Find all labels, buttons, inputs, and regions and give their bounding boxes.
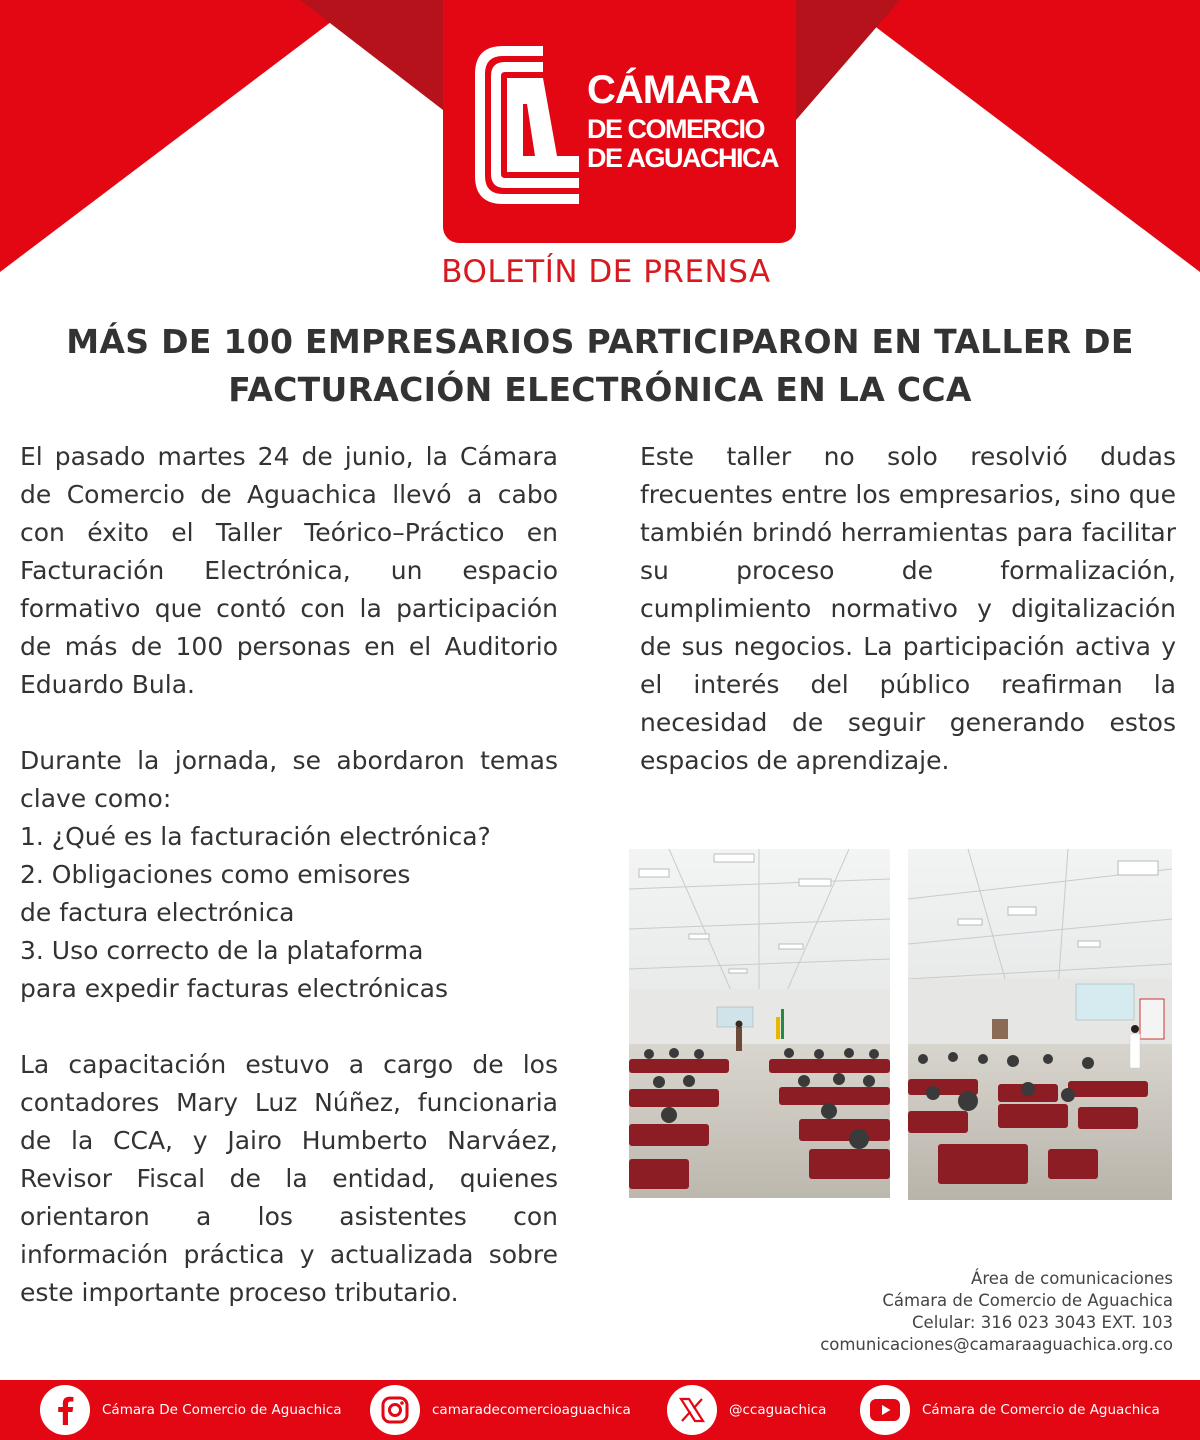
x-label: @ccaguachica — [729, 1402, 827, 1418]
brand-name-line3: DE AGUACHICA — [587, 143, 778, 173]
topic-item: de factura electrónica — [20, 898, 295, 927]
conclusion-paragraph: Este taller no solo resolvió dudas frecuentes entre los empresarios, sino que también brindó herramientas para facilitar su proceso de formalización, cumplimiento normativo y digitalización de sus negocios. La participación activa y el interés del público reafirman la necesidad de seguir generando estos espacios de aprendizaje. — [640, 442, 1176, 775]
youtube-link[interactable] — [860, 1380, 1160, 1440]
title-line2: FACTURACIÓN ELECTRÓNICA EN LA CCA — [228, 370, 972, 409]
brand-name — [587, 70, 778, 172]
workshop-photo-2 — [908, 849, 1172, 1200]
workshop-photo-1 — [629, 849, 890, 1198]
topic-item: para expedir facturas electrónicas — [20, 974, 449, 1003]
x-link[interactable] — [667, 1380, 826, 1440]
social-footer — [0, 1380, 1200, 1440]
contact-email[interactable]: comunicaciones@camaraaguachica.org.co — [820, 1335, 1173, 1354]
youtube-label: Cámara de Comercio de Aguachica — [922, 1402, 1160, 1418]
topic-item: 3. Uso correcto de la plataforma — [20, 936, 424, 965]
left-column — [20, 438, 558, 1312]
instagram-link[interactable] — [370, 1380, 631, 1440]
brand-name-line2: DE COMERCIO — [587, 114, 765, 144]
facebook-label: Cámara De Comercio de Aguachica — [102, 1402, 342, 1418]
speakers-paragraph: La capacitación estuvo a cargo de los contadores Mary Luz Núñez, funcionaria de la CCA, y Jairo Humberto Narváez, Revisor Fiscal de la entidad, quienes orientaron a los asistentes con información práctica y actualizada sobre este importante proceso tributario. — [20, 1050, 558, 1307]
facebook-icon — [40, 1385, 90, 1435]
contact-phone: Celular: 316 023 3043 EXT. 103 — [912, 1313, 1173, 1332]
youtube-icon — [860, 1385, 910, 1435]
brand-logo — [443, 0, 796, 243]
contact-area: Área de comunicaciones — [971, 1269, 1173, 1288]
topic-item: 2. Obligaciones como emisores — [20, 860, 411, 889]
contact-organization: Cámara de Comercio de Aguachica — [882, 1291, 1173, 1310]
topics-intro: Durante la jornada, se abordaron temas clave como: — [20, 746, 558, 813]
section-label: BOLETÍN DE PRENSA — [441, 254, 771, 290]
right-column — [640, 438, 1176, 780]
facebook-link[interactable] — [40, 1380, 342, 1440]
page-title — [40, 318, 1160, 414]
instagram-icon — [370, 1385, 420, 1435]
x-icon — [667, 1385, 717, 1435]
instagram-label: camaradecomercioaguachica — [432, 1402, 631, 1418]
brand-name-line1: CÁMARA — [587, 68, 759, 112]
intro-paragraph: El pasado martes 24 de junio, la Cámara de Comercio de Aguachica llevó a cabo con éxito el Taller Teórico–Práctico en Facturación Electrónica, un espacio formativo que contó con la participación de más de 100 personas en el Auditorio Eduardo Bula. — [20, 442, 558, 699]
contact-block — [820, 1268, 1173, 1356]
topic-item: 1. ¿Qué es la facturación electrónica? — [20, 822, 491, 851]
title-line1: MÁS DE 100 EMPRESARIOS PARTICIPARON EN TALLER DE — [66, 322, 1134, 361]
cca-logo-icon — [473, 44, 583, 206]
